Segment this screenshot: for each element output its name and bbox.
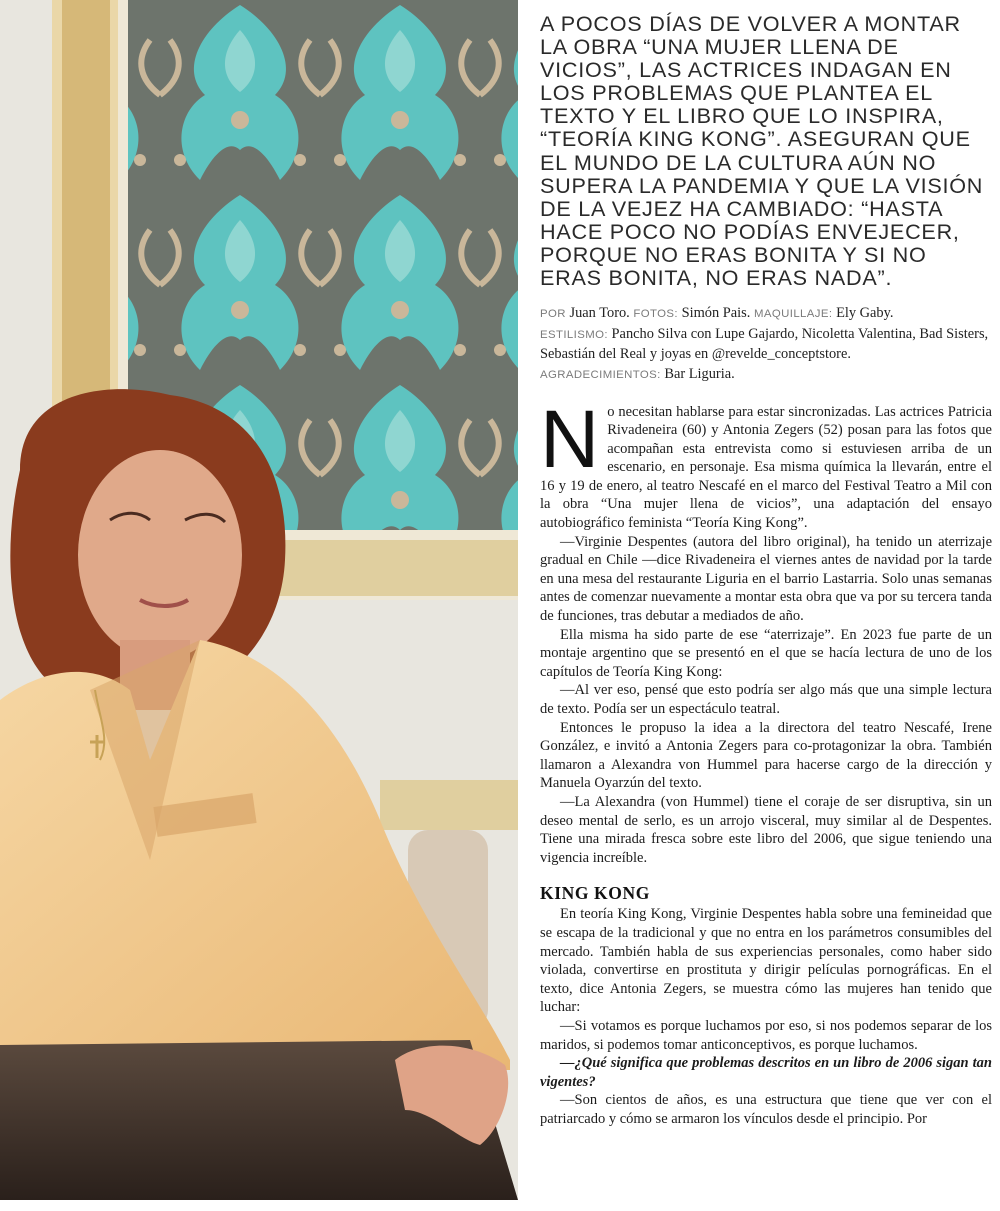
credit-styling: Pancho Silva con Lupe Gajardo, Nicoletta Valentina, Bad Sisters, Sebastián del Real y joyas en @revelde_conceptstore. — [540, 325, 989, 363]
article-column — [540, 12, 992, 1128]
paragraph-6: —La Alexandra (von Hummel) tiene el coraje de ser disruptiva, sin un deseo mental de serlo, es un arrojo visceral, muy similar al de Despentes. Tiene una mirada fresca sobre este libro del 2006, que sigue teniendo una vigencia increíble. — [540, 793, 992, 866]
paragraph-8: —Si votamos es porque luchamos por eso, si nos podemos separar de los maridos, si podemos tomar anticonceptivos, es porque luchamos. — [540, 1017, 992, 1053]
credit-label-maquillaje: MAQUILLAJE: — [753, 308, 833, 321]
paragraph-2: —Virginie Despentes (autora del libro original), ha tenido un aterrizaje gradual en Chile —dice Rivadeneira el viernes antes de navidad por la tarde en una mesa del restaurante Liguria en el barrio Lastarria. Solo unas semanas antes de comenzar nuevamente a montar esta obra que va por su tercera tanda de funciones, tras debutar a mediados de año. — [540, 533, 992, 625]
paragraph-9: —Son cientos de años, es una estructura que tiene que ver con el patriarcado y cómo se armaron los vínculos desde el principio. Por — [540, 1092, 992, 1127]
credit-author: Juan Toro. — [569, 305, 630, 322]
credit-label-agradecimientos: AGRADECIMIENTOS: — [540, 368, 661, 381]
drop-cap: N — [540, 393, 600, 485]
credit-photographer: Simón Pais. — [681, 305, 751, 322]
article-credits — [540, 304, 992, 385]
article-body — [540, 393, 992, 1129]
paragraph-3: Ella misma ha sido parte de ese “aterrizaje”. En 2023 fue parte de un montaje argentino que se presentó en el que se hacía lectura de uno de los capítulos de Teoría King Kong: — [540, 626, 992, 680]
article-dek: A POCOS DÍAS DE VOLVER A MONTAR LA OBRA “UNA MUJER LLENA DE VICIOS”, LAS ACTRICES INDAGAN EN LOS PROBLEMAS QUE PLANTEA EL TEXTO Y EL LIBRO QUE LO INSPIRA, “TEORÍA KING KONG”. ASEGURAN QUE EL MUNDO DE LA CULTURA AÚN NO SUPERA LA PANDEMIA Y QUE LA VISIÓN DE LA VEJEZ HA CAMBIADO: “HASTA HACE POCO NO PODÍAS ENVEJECER, PORQUE NO ERAS BONITA Y SI NO ERAS BONITA, NO ERAS NADA”. — [540, 11, 984, 291]
interview-question: —¿Qué significa que problemas descritos en un libro de 2006 sigan tan vigentes? — [540, 1055, 992, 1090]
credit-label-estilismo: ESTILISMO: — [540, 328, 608, 341]
credit-label-fotos: FOTOS: — [633, 308, 678, 321]
paragraph-4: —Al ver eso, pensé que esto podría ser algo más que una simple lectura de texto. Podía ser un espectáculo teatral. — [540, 682, 992, 717]
credit-thanks: Bar Liguria. — [664, 365, 735, 382]
credit-makeup: Ely Gaby. — [836, 305, 894, 322]
paragraph-5: Entonces le propuso la idea a la directora del teatro Nescafé, Irene González, e invitó a Antonia Zegers para co-protagonizar la obra. También llamaron a Alexandra von Hummel para hacerse cargo de la dirección y Manuela Oyarzún del texto. — [540, 719, 992, 792]
section-heading: KING KONG — [540, 883, 650, 904]
paragraph-1 — [540, 393, 992, 533]
paragraph-7: En teoría King Kong, Virginie Despentes habla sobre una femineidad que se escapa de la tradicional y que no entra en los parámetros consumibles del mercado. También habla de sus experiencias personales, como haber sido violada, convertirse en prostituta y dirigir películas pornográficas. En el texto, dice Antonia Zegers, se muestra cómo las mujeres han tenido que luchar: — [540, 906, 992, 1016]
credit-label-por: POR — [540, 308, 566, 321]
paragraph-1-text: o necesitan hablarse para estar sincronizadas. Las actrices Patricia Rivadeneira (60) y Antonia Zegers (52) posan para las fotos que acompañan esta entrevista como si estuviesen arriba de un escenario, en personaje. Esa misma química la llevarán, entre el 16 y 19 de enero, al teatro Nescafé en el marco del Festival Teatro a Mil con la obra “Una mujer llena de vicios”, una adaptación del ensayo autobiográfico feminista “Teoría King Kong”. — [540, 403, 992, 532]
